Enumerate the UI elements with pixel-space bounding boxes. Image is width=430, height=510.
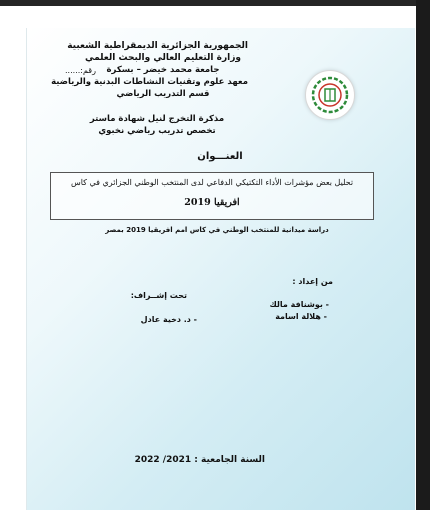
window-right-edge <box>416 0 430 510</box>
thesis-line-1: مذكرة التخرج لنيل شهادة ماستر <box>89 114 225 124</box>
title-heading: العنـــوان <box>197 151 243 162</box>
thesis-title-line-1: تحليل بعض مؤشرات الأداء التكتيكي الدفاعي لدى المنتخب الوطني الجزائري في كاس <box>70 178 354 187</box>
number-label: رقم: <box>80 66 96 75</box>
thesis-line-2: تخصص تدريب رياضي نخبوي <box>98 126 216 136</box>
thesis-title-line-2: افريقيا 2019 <box>184 197 240 208</box>
header-university: جامعة محمد خيضر – بسكرة <box>106 65 220 75</box>
prepared-by-label: من إعداد : <box>292 277 333 286</box>
header-institute: معهد علوم وتقنيات النشاطات البدنية والرياضية <box>51 77 248 87</box>
number-field <box>65 66 96 75</box>
thesis-title-box <box>50 172 374 220</box>
document-page <box>26 28 415 510</box>
header-department: قسم التدريب الرياضي <box>116 89 210 99</box>
supervision-label: تحت إشــراف: <box>130 291 187 300</box>
student-name: - هلالة اسامة <box>275 312 327 321</box>
header-ministry: وزارة التعليم العالي والبحث العلمي <box>84 53 242 63</box>
university-seal-icon <box>306 71 354 119</box>
window-top-edge <box>0 0 430 6</box>
student-name: - بوشنافة مالك <box>269 300 329 309</box>
academic-year: السنة الجامعية : 2021/ 2022 <box>134 455 265 465</box>
university-logo <box>305 70 355 120</box>
number-dots: ...... <box>65 66 81 75</box>
supervisor-name: - د. دخية عادل <box>140 315 197 324</box>
study-subtitle: دراسة ميدانية للمنتخب الوطني في كاس امم افريقيا 2019 بمصر <box>105 226 329 234</box>
header-republic: الجمهورية الجزائرية الديمقراطية الشعبية <box>67 41 248 51</box>
